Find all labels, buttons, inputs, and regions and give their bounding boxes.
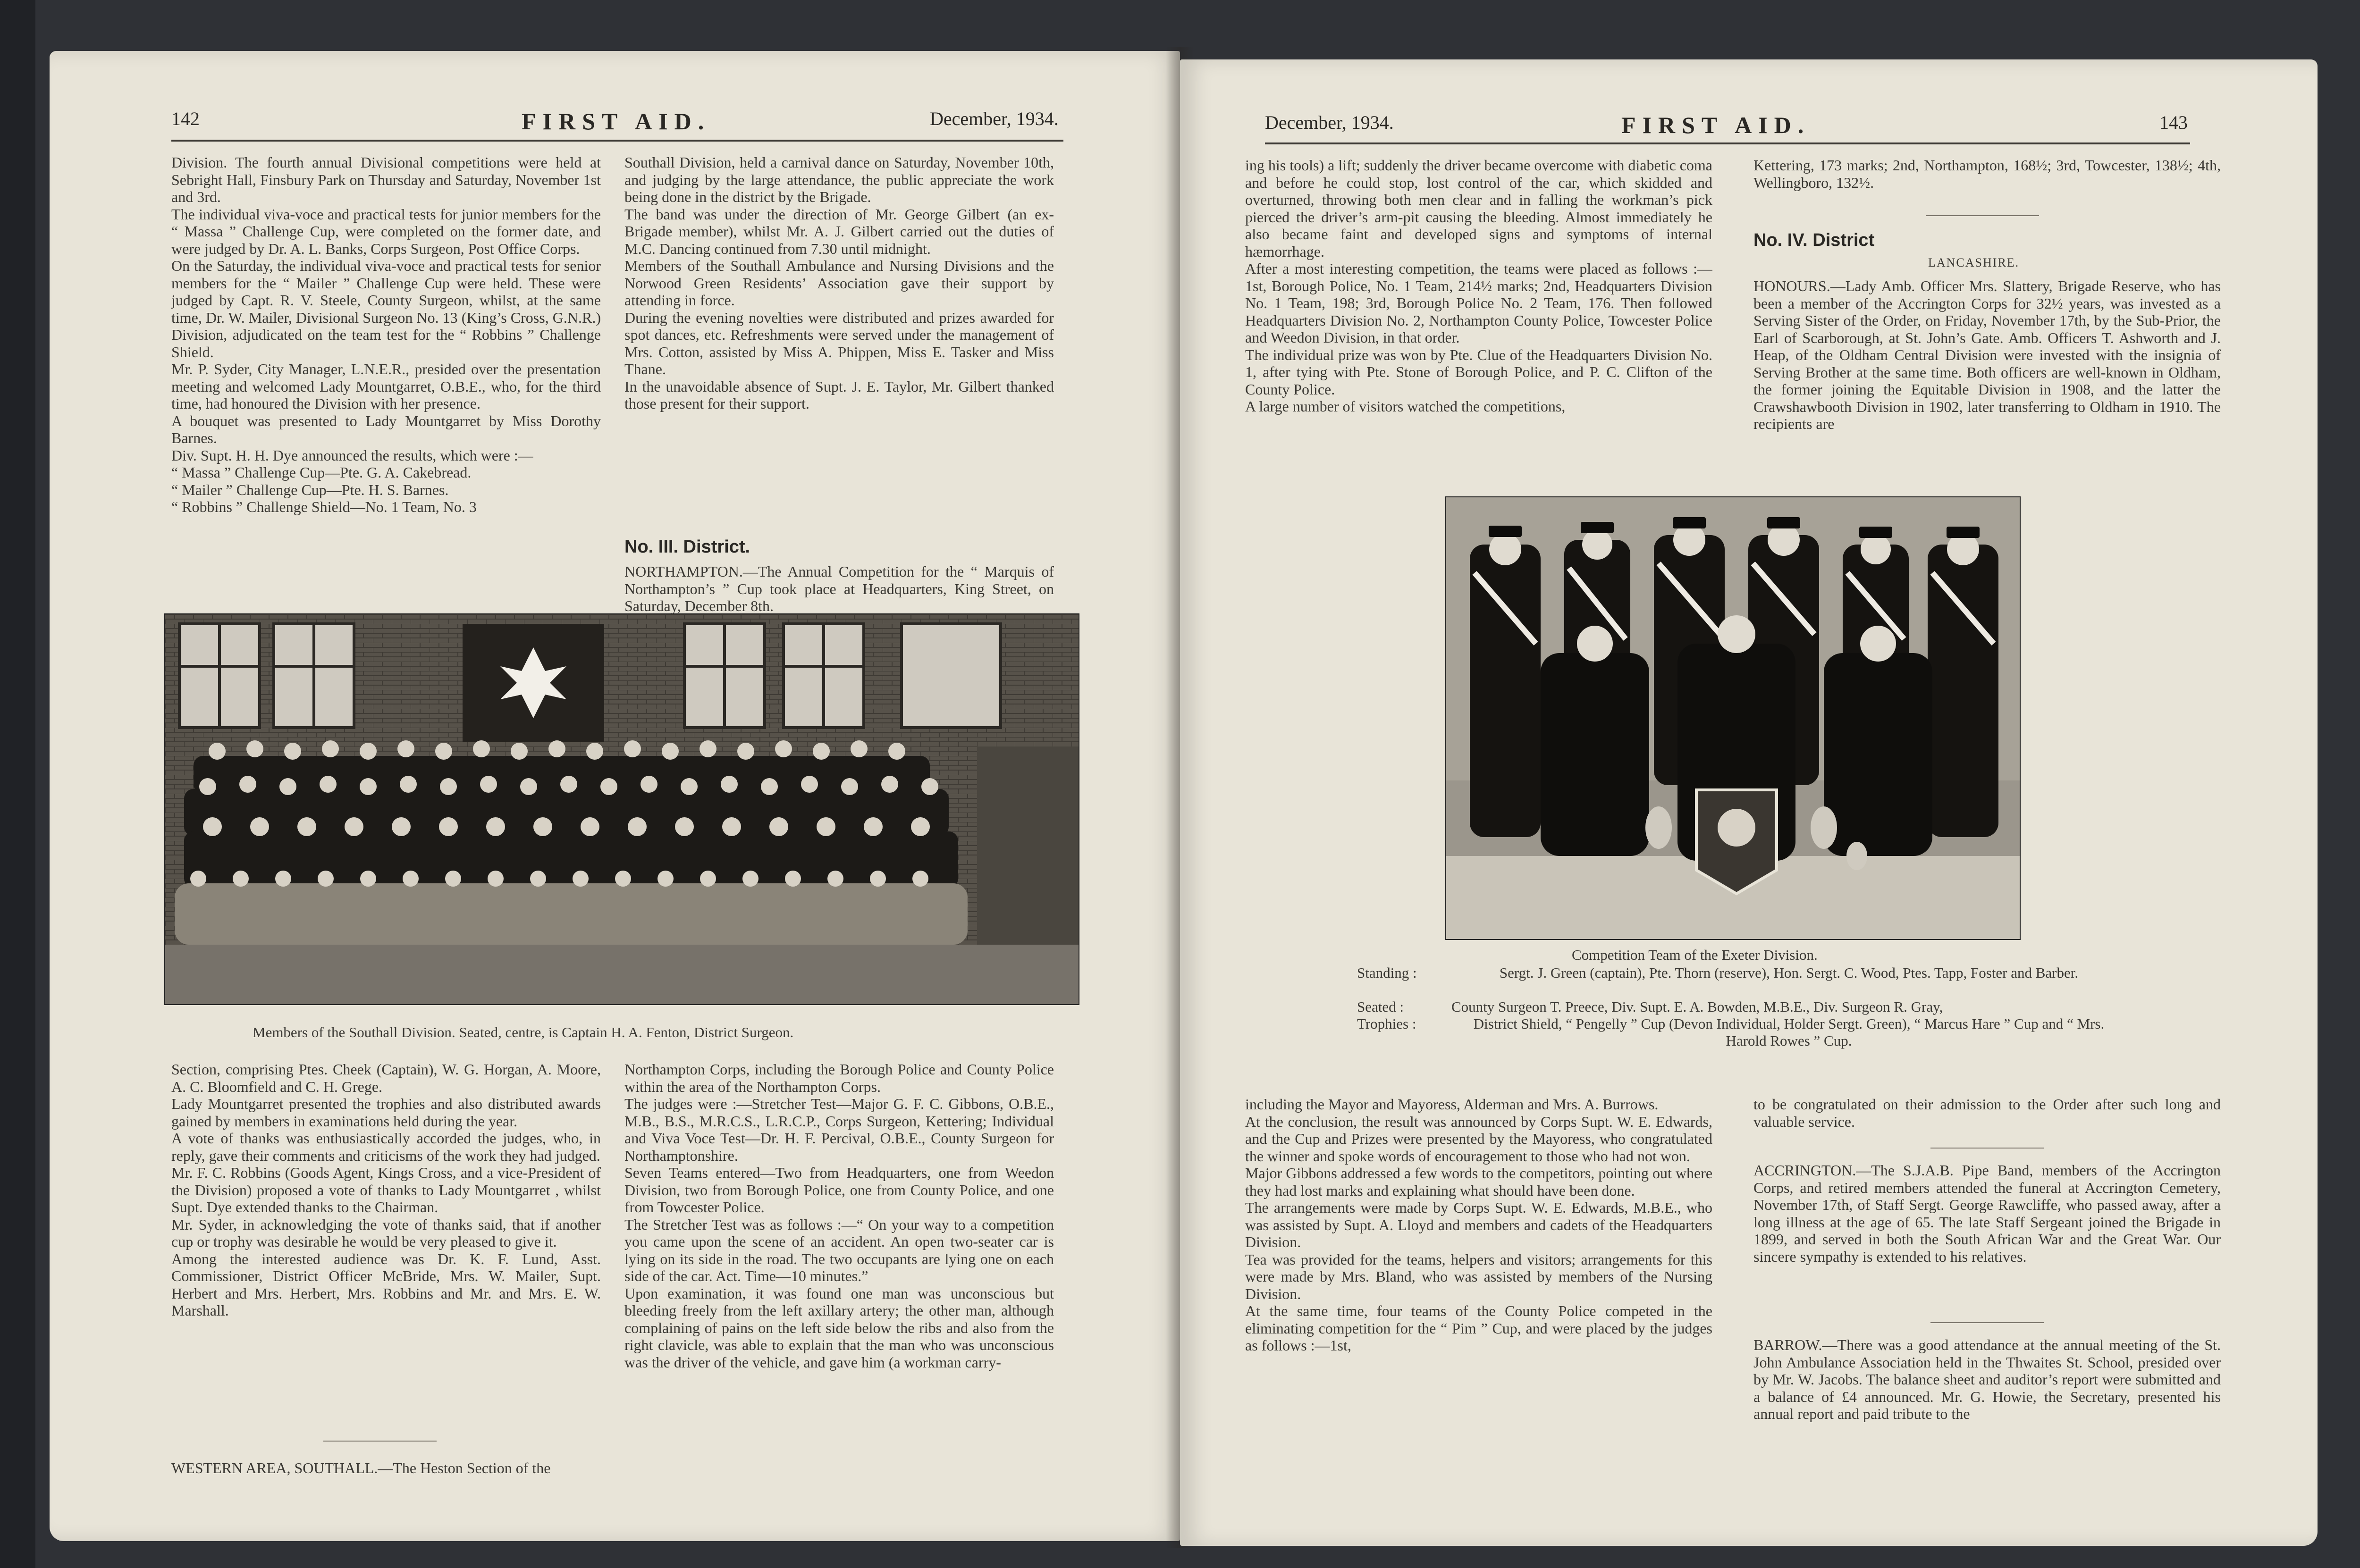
section-separator [1930, 1322, 2044, 1323]
header-rule [1265, 143, 2190, 144]
exeter-team-photo [1445, 496, 2021, 940]
issue-date: December, 1934. [1265, 112, 1394, 133]
scanner-edge [0, 0, 35, 1568]
issue-date: December, 1934. [930, 108, 1059, 129]
right-page [1180, 59, 2318, 1546]
header-rule [171, 140, 1063, 142]
group-photo-image [165, 614, 1079, 1004]
district-subheading: LANCASHIRE. [1928, 256, 2020, 269]
left-col2-top: Southall Division, held a carnival dance on Saturday, November 10th, and judging by the large attendance, the public appreciate the work being done in the district by the Brigade. The band was under the direction of Mr. George Gilbert (an ex-Brigade member), whilst Mr. A. J. Gilbert carried out the duties of M.C. Dancing continued from 7.30 until midnight. Members of the Southall Ambulance and Nursing Divisions and the Norwood Green Residents’ Association gave their support by attending in force. During the evening novelties were distributed and prizes awarded for spot dances, etc. Refreshments were served under the management of Mrs. Cotton, assisted by Miss A. Phippen, Miss E. Tasker and Miss Thane. In the unavoidable absence of Supt. J. E. Taylor, Mr. Gilbert thanked those present for their support. [624, 154, 1054, 412]
left-col2-district: NORTHAMPTON.—The Annual Competition for the “ Marquis of Northampton’s ” Cup took place at Headquarters, King Street, on Saturday, December 8th. [624, 563, 1054, 614]
southall-division-photo [164, 613, 1079, 1005]
page-number: 143 [2159, 112, 2188, 133]
caption-seated-label: Seated : [1357, 998, 1404, 1015]
page-number: 142 [171, 108, 200, 129]
section-separator [1926, 215, 2039, 216]
left-page [50, 51, 1180, 1541]
left-col1-bottom-tail: WESTERN AREA, SOUTHALL.—The Heston Section of the [171, 1459, 551, 1476]
right-col2-top: Kettering, 173 marks; 2nd, Northampton, 168½; 3rd, Towcester, 138½; 4th, Wellingboro, 132½. [1753, 157, 2221, 191]
caption-seated: County Surgeon T. Preece, Div. Supt. E. A. Bowden, M.B.E., Div. Surgeon R. Gray, [1451, 998, 1943, 1015]
right-col2-bottom-3: BARROW.—There was a good attendance at the annual meeting of the St. John Ambulance Association held in the Thwaites St. School, presided over by Mr. W. Jacobs. The balance sheet and auditor’s report were submitted and a balance of £4 announced. Mr. G. Howie, the Secretary, presented his annual report and paid tribute to the [1753, 1336, 2221, 1422]
team-photo-image [1446, 497, 2020, 939]
left-col1-top: Division. The fourth annual Divisional competitions were held at Sebright Hall, Finsbury Park on Thursday and Saturday, November 1st and 3rd. The individual viva-voce and practical tests for junior members for the “ Massa ” Challenge Cup, were completed on the former date, and were judged by Dr. A. L. Banks, Corps Surgeon, Post Office Corps. On the Saturday, the individual viva-voce and practical tests for senior members for the “ Mailer ” Challenge Cup were held. These were judged by Capt. R. V. Steele, County Surgeon, whilst, at the same time, Dr. W. Mailer, Divisional Surgeon No. 13 (King’s Cross, G.N.R.) Division, adjudicated on the team test for the “ Robbins ” Challenge Shield. Mr. P. Syder, City Manager, L.N.E.R., presided over the presentation meeting and welcomed Lady Mountgarret, O.B.E., who, for the third time, had honoured the Division with her presence. A bouquet was presented to Lady Mountgarret by Miss Dorothy Barnes. Div. Supt. H. H. Dye announced the results, which were :— “ Massa ” Challenge Cup—Pte. G. A. Cakebread. “ Mailer ” Challenge Cup—Pte. H. S. Barnes. “ Robbins ” Challenge Shield—No. 1 Team, No. 3 [171, 154, 601, 515]
right-col1-bottom: including the Mayor and Mayoress, Alderman and Mrs. A. Burrows. At the conclusion, the result was announced by Corps Supt. W. E. Edwards, and the Cup and Prizes were presented by the Mayoress, who congratulated the winner and spoke words of encouragement to those who had not won. Major Gibbons addressed a few words to the competitors, pointing out where they had lost marks and explaining what should have been done. The arrangements were made by Corps Supt. W. E. Edwards, M.B.E., who was assisted by Supt. A. Lloyd and members and cadets of the Headquarters Division. Tea was provided for the teams, helpers and visitors; arrangements for this were made by Mrs. Bland, who was assisted by members of the Nursing Division. At the same time, four teams of the County Police competed in the eliminating competition for the “ Pim ” Cup, and were placed by the judges as follows :—1st, [1245, 1096, 1712, 1354]
caption-standing: Sergt. J. Green (captain), Pte. Thorn (reserve), Hon. Sergt. C. Wood, Ptes. Tapp, Foster and Barber. [1499, 964, 2079, 981]
exeter-caption-title: Competition Team of the Exeter Division. [1572, 947, 1818, 963]
journal-title: FIRST AID. [1621, 112, 1811, 138]
caption-trophies-label: Trophies : [1357, 1015, 1416, 1032]
section-separator [1930, 1148, 2044, 1149]
journal-title: FIRST AID. [522, 108, 711, 134]
right-col2-bottom-2: ACCRINGTON.—The S.J.A.B. Pipe Band, members of the Accrington Corps, and retired members attended the funeral at Accrington Cemetery, November 17th, of Staff Sergt. George Rawcliffe, who passed away, after a long illness at the age of 65. The late Staff Sergeant joined the Brigade in 1899, and served in both the South African War and the Great War. Our sincere sympathy is extended to his relatives. [1753, 1162, 2221, 1265]
section-separator [323, 1441, 437, 1442]
right-running-head [1180, 111, 2318, 140]
left-col2-bottom: Northampton Corps, including the Borough Police and County Police within the area of the Northampton Corps. The judges were :—Stretcher Test—Major G. F. C. Gibbons, O.B.E., M.B., B.S., M.R.C.S., L.R.C.P., Corps Surgeon, Kettering; Individual and Viva Voce Test—Dr. H. F. Percival, O.B.E., County Surgeon for Northamptonshire. Seven Teams entered—Two from Headquarters, one from Weedon Division, two from Borough Police, one from County Police, and one from Towcester Police. The Stretcher Test was as follows :—“ On your way to a competition you came upon the scene of an accident. An open two-seater car is lying on its side in the road. The two occupants are lying one on each side of the car. Act. Time—10 minutes.” Upon examination, it was found one man was unconscious but bleeding freely from the left axillary artery; the other man, although complaining of pains on the left side below the ribs and also from the right clavicle, was able to explain that the man who was unconscious was the driver of the vehicle, and gave him (a workman carry- [624, 1061, 1054, 1371]
right-col2-district: HONOURS.—Lady Amb. Officer Mrs. Slattery, Brigade Reserve, who has been a member of the Accrington Corps for 32½ years, was invested as a Serving Sister of the Order, on Friday, November 17th, by the Sub-Prior, the Earl of Scarborough, at St. John’s Gate. Amb. Officers T. Ashworth and J. Heap, of the Oldham Central Division were invested with the insignia of Serving Brother at the same time. Both officers are well-known in Oldham, the former joining the Equitable Division in 1908, and the latter the Crawshawbooth Division in 1902, later transferring to Oldham in 1910. The recipients are [1753, 277, 2221, 432]
right-col1-top: ing his tools) a lift; suddenly the driver became overcome with diabetic coma and before he could stop, lost control of the car, which skidded and overturned, throwing both men clear and in falling the workman’s pick pierced the driver’s arm-pit causing the bleeding. Almost immediately he also became faint and developed signs and symptoms of internal hæmorrhage. After a most interesting competition, the teams were placed as follows :—1st, Borough Police, No. 1 Team, 214½ marks; 2nd, Headquarters Division No. 1 Team, 198; 3rd, Borough Police No. 2 Team, 176. Then followed Headquarters Division No. 2, Northampton County Police, Towcester Police and Weedon Division, in that order. The individual prize was won by Pte. Clue of the Headquarters Division No. 1, after tying with Pte. Stone of Borough Police, and P. C. Clifton of the County Police. A large number of visitors watched the competitions, [1245, 157, 1712, 415]
caption-trophies: District Shield, “ Pengelly ” Cup (Devon Individual, Holder Sergt. Green), “ Marcus Hare ” Cup and “ Mrs. Harold Rowes ” Cup. [1473, 1015, 2105, 1049]
left-col1-bottom: Section, comprising Ptes. Cheek (Captain), W. G. Horgan, A. Moore, A. C. Bloomfield and C. H. Grege. Lady Mountgarret presented the trophies and also distributed awards gained by members in examinations held during the year. A vote of thanks was enthusiastically accorded the judges, who, in reply, gave their comments and criticisms of the work they had judged. Mr. F. C. Robbins (Goods Agent, Kings Cross, and a vice-President of the Division) proposed a vote of thanks to Lady Mountgarret , whilst Supt. Dye extended thanks to the Chairman. Mr. Syder, in acknowledging the vote of thanks said, that if another cup or trophy was desirable he would be very pleased to give it. Among the interested audience was Dr. K. F. Lund, Asst. Commissioner, District Officer McBride, Mrs. W. Mailer, Supt. Herbert and Mrs. Herbert, Mrs. Robbins and Mr. and Mrs. E. W. Marshall. [171, 1061, 601, 1319]
left-running-head [50, 108, 1180, 136]
southall-photo-caption: Members of the Southall Division. Seated, centre, is Captain H. A. Fenton, District Surgeon. [253, 1024, 794, 1040]
caption-standing-label: Standing : [1357, 964, 1417, 981]
right-col2-bottom-1: to be congratulated on their admission to the Order after such long and valuable service. [1753, 1096, 2221, 1130]
district-heading: No. III. District. [624, 537, 750, 557]
district-heading: No. IV. District [1753, 230, 1875, 250]
